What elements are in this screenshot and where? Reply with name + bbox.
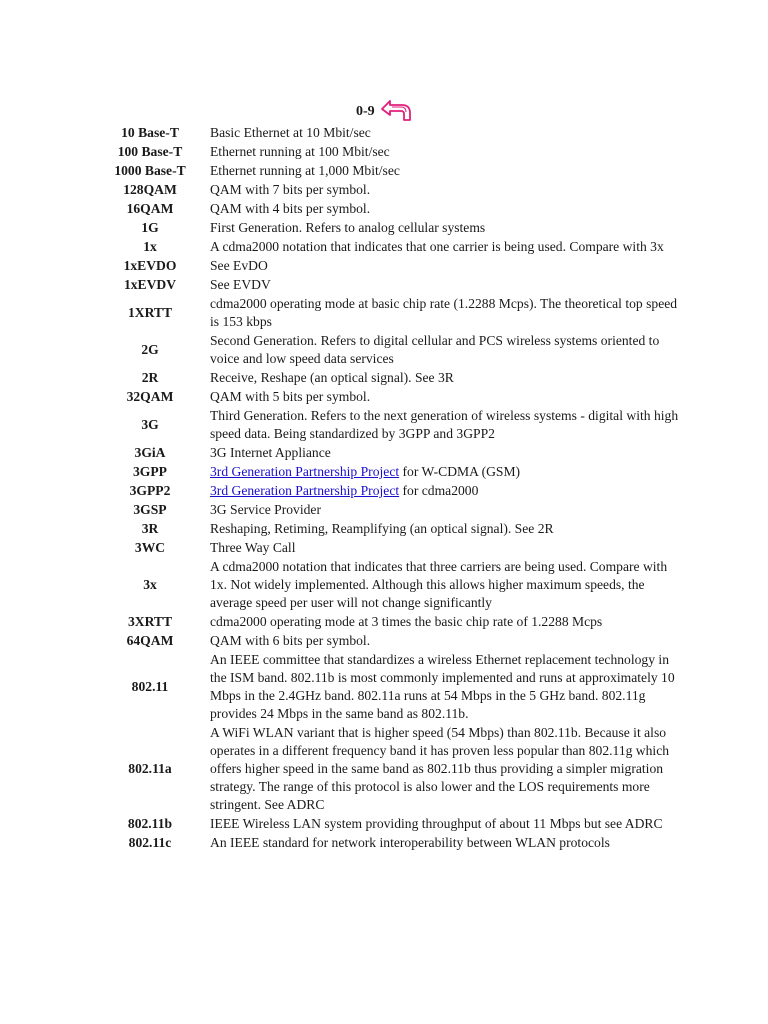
term-cell: 3x xyxy=(143,577,157,592)
definition-text: 3G Service Provider xyxy=(210,502,321,517)
term-cell: 1XRTT xyxy=(127,305,173,320)
term-cell: 16QAM xyxy=(126,201,174,216)
table-row xyxy=(104,632,684,651)
definition-text: Receive, Reshape (an optical signal). See 3R xyxy=(210,370,454,385)
table-row xyxy=(104,724,684,815)
definition-text: for cdma2000 xyxy=(399,483,479,498)
table-row xyxy=(104,181,684,200)
definition-cell xyxy=(210,632,684,651)
term-cell: 3G xyxy=(141,417,159,432)
definition-text: A WiFi WLAN variant that is higher speed (54 Mbps) than 802.11b. Because it also operates in a different frequency band it has proven less popular than 802.11g which offers higher speed in the same band as 802.11b thus providing a simpler migration strategy. The range of this protocol is also lower and the LOS requirements more stringent. See ADRC xyxy=(210,725,670,812)
definition-cell xyxy=(210,501,684,520)
section-heading xyxy=(0,100,768,124)
definition-text: First Generation. Refers to analog cellular systems xyxy=(210,220,486,235)
table-row xyxy=(104,651,684,724)
definition-text: A cdma2000 notation that indicates that three carriers are being used. Compare with 1x. Not widely implemented. Although this allows higher maximum speeds, the average speed per user will not change significantly xyxy=(210,559,668,610)
table-row xyxy=(104,162,684,181)
definition-cell xyxy=(210,444,684,463)
term-cell: 64QAM xyxy=(126,633,174,648)
table-row xyxy=(104,501,684,520)
definition-text: QAM with 7 bits per symbol. xyxy=(210,182,371,197)
definition-cell xyxy=(210,295,684,332)
definition-cell xyxy=(210,238,684,257)
table-row xyxy=(104,407,684,444)
definition-text: QAM with 6 bits per symbol. xyxy=(210,633,371,648)
term-cell: 1000 Base-T xyxy=(114,163,186,178)
table-row xyxy=(104,143,684,162)
definition-cell xyxy=(210,124,684,143)
table-row xyxy=(104,834,684,853)
definition-cell xyxy=(210,558,684,613)
definition-cell xyxy=(210,651,684,724)
definition-cell xyxy=(210,539,684,558)
definition-cell xyxy=(210,257,684,276)
definition-text: See EVDV xyxy=(210,277,271,292)
definition-cell xyxy=(210,181,684,200)
table-row xyxy=(104,520,684,539)
definition-text: Ethernet running at 100 Mbit/sec xyxy=(210,144,390,159)
section-title: 0-9 xyxy=(356,104,375,119)
definition-cell xyxy=(210,219,684,238)
glossary-table xyxy=(104,124,684,853)
table-row xyxy=(104,369,684,388)
definition-cell xyxy=(210,162,684,181)
definition-cell xyxy=(210,407,684,444)
term-cell: 3R xyxy=(141,521,159,536)
definition-text: Reshaping, Retiming, Reamplifying (an optical signal). See 2R xyxy=(210,521,554,536)
definition-text: Basic Ethernet at 10 Mbit/sec xyxy=(210,125,371,140)
term-cell: 32QAM xyxy=(126,389,174,404)
definition-cell xyxy=(210,332,684,369)
definition-cell xyxy=(210,143,684,162)
table-row xyxy=(104,200,684,219)
term-cell: 1G xyxy=(141,220,159,235)
definition-cell xyxy=(210,520,684,539)
definition-text: QAM with 5 bits per symbol. xyxy=(210,389,371,404)
definition-text: IEEE Wireless LAN system providing throughput of about 11 Mbps but see ADRC xyxy=(210,816,663,831)
table-row xyxy=(104,558,684,613)
back-arrow-icon[interactable] xyxy=(380,100,412,122)
term-cell: 802.11b xyxy=(127,816,173,831)
definition-cell xyxy=(210,613,684,632)
table-row xyxy=(104,257,684,276)
definition-text: 3G Internet Appliance xyxy=(210,445,331,460)
definition-text: cdma2000 operating mode at basic chip rate (1.2288 Mcps). The theoretical top speed is 153 kbps xyxy=(210,296,678,329)
term-cell: 2G xyxy=(141,342,159,357)
term-cell: 3GPP2 xyxy=(129,483,171,498)
definition-text: Third Generation. Refers to the next generation of wireless systems - digital with high speed data. Being standardized by 3GPP and 3GPP2 xyxy=(210,408,679,441)
table-row xyxy=(104,613,684,632)
definition-cell xyxy=(210,815,684,834)
table-row xyxy=(104,539,684,558)
table-row xyxy=(104,295,684,332)
definition-link[interactable]: 3rd Generation Partnership Project xyxy=(210,483,400,498)
definition-cell xyxy=(210,724,684,815)
definition-text: A cdma2000 notation that indicates that one carrier is being used. Compare with 3x xyxy=(210,239,664,254)
glossary-body xyxy=(104,124,684,853)
definition-link[interactable]: 3rd Generation Partnership Project xyxy=(210,464,400,479)
definition-text: cdma2000 operating mode at 3 times the basic chip rate of 1.2288 Mcps xyxy=(210,614,603,629)
term-cell: 3XRTT xyxy=(127,614,173,629)
term-cell: 2R xyxy=(141,370,159,385)
term-cell: 802.11c xyxy=(128,835,172,850)
term-cell: 128QAM xyxy=(123,182,177,197)
definition-cell xyxy=(210,463,684,482)
table-row xyxy=(104,444,684,463)
term-cell: 10 Base-T xyxy=(121,125,179,140)
table-row xyxy=(104,332,684,369)
definition-cell xyxy=(210,834,684,853)
table-row xyxy=(104,238,684,257)
definition-text: Second Generation. Refers to digital cellular and PCS wireless systems oriented to voice and low speed data services xyxy=(210,333,660,366)
term-cell: 802.11 xyxy=(131,679,169,694)
term-cell: 1xEVDV xyxy=(123,277,177,292)
term-cell: 1x xyxy=(143,239,157,254)
term-cell: 3WC xyxy=(134,540,166,555)
table-row xyxy=(104,219,684,238)
definition-text: See EvDO xyxy=(210,258,268,273)
term-cell: 3GiA xyxy=(134,445,166,460)
definition-cell xyxy=(210,369,684,388)
definition-text: Three Way Call xyxy=(210,540,296,555)
definition-text: Ethernet running at 1,000 Mbit/sec xyxy=(210,163,400,178)
table-row xyxy=(104,124,684,143)
definition-text: QAM with 4 bits per symbol. xyxy=(210,201,371,216)
term-cell: 1xEVDO xyxy=(123,258,177,273)
term-cell: 3GSP xyxy=(133,502,167,517)
table-row xyxy=(104,388,684,407)
term-cell: 100 Base-T xyxy=(117,144,183,159)
definition-text: for W-CDMA (GSM) xyxy=(399,464,521,479)
table-row xyxy=(104,815,684,834)
definition-text: An IEEE committee that standardizes a wireless Ethernet replacement technology in the ISM band. 802.11b is most commonly implemented and runs at approximately 10 Mbps in the 2.4GHz band. 802.11a runs at 54 Mbps in the 5 GHz band. 802.11g provides 24 Mbps in the same band as 802.11b. xyxy=(210,652,675,721)
table-row xyxy=(104,276,684,295)
definition-cell xyxy=(210,276,684,295)
term-cell: 3GPP xyxy=(133,464,167,479)
table-row xyxy=(104,482,684,501)
term-cell: 802.11a xyxy=(128,761,172,776)
definition-cell xyxy=(210,388,684,407)
definition-text: An IEEE standard for network interoperability between WLAN protocols xyxy=(210,835,610,850)
definition-cell xyxy=(210,200,684,219)
table-row xyxy=(104,463,684,482)
definition-cell xyxy=(210,482,684,501)
